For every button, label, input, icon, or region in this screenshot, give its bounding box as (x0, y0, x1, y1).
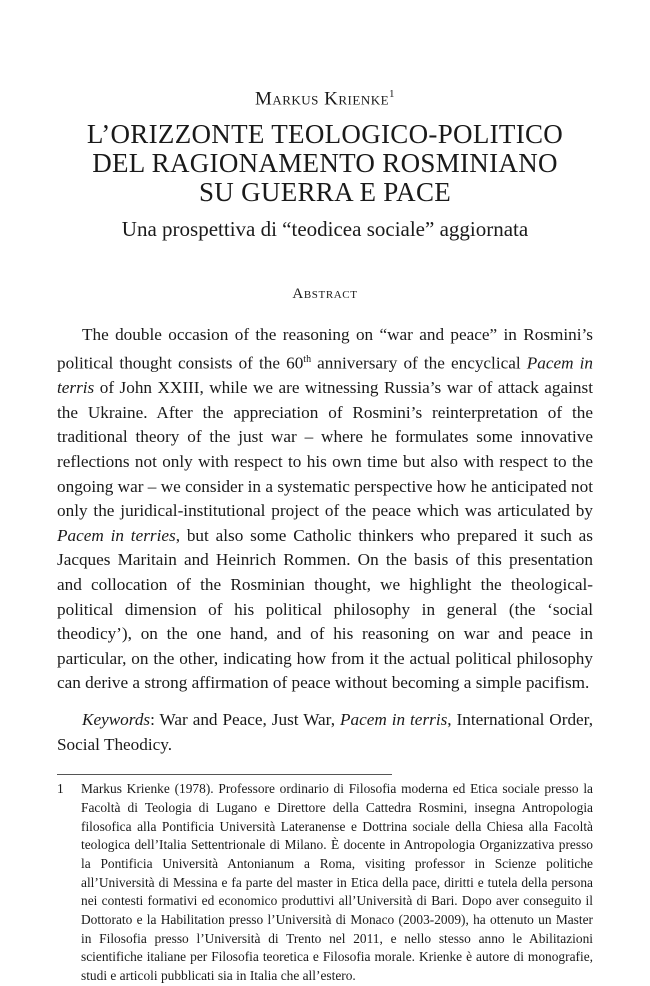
footnote-number: 1 (57, 781, 64, 797)
title-line-2: DEL RAGIONAMENTO ROSMINIANO (92, 148, 558, 179)
abstract-text-1: The double occasion of the reasoning on “war and peace” in Rosmini’s political thought consists of the 60 (57, 325, 593, 373)
article-title (57, 120, 593, 207)
footnote (57, 780, 593, 986)
abstract-heading: Abstract (292, 286, 358, 303)
abstract-italic-2: Pacem in terries (57, 525, 176, 545)
abstract-text-3: of John XXIII, while we are witnessing Russia’s war of attack against the Ukraine. After the appreciation of Rosmini’s reinterpretation of the traditional theory of the just war – where he formulates some innovative reflections not only with respect to his own time but also with respect to the ongoing war – we consider in a systematic perspective how he anticipated not only the juridical-institutional project of the peace which was articulated by (57, 378, 593, 521)
keywords-paragraph (57, 708, 593, 757)
keywords-italic: Pacem in terris (339, 709, 448, 729)
footnote-text: Markus Krienke (1978). Professore ordinario di Filosofia moderna ed Etica sociale presso la Facoltà di Teologia di Lugano e Direttore della Cattedra Rosmini, insegna Antropologia filosofica alla Pontificia Università Lateranense e Dottrina sociale della Chiesa alla Facoltà teologica dell’Italia Settentrionale di Milano. È docente in Antropologia Organizzativa presso la Pontificia Università Antonianum a Roma, visiting professor in Scienze politiche all’Università di Messina e fa parte del master in Etica della pace, diritti e tutela della persona nei contesti formativi ed economico produttivi all’Università di Bari. Dopo aver conseguito il Dottorato e la Habilitation presso l’Università di Monaco (2003-2009), ha ottenuto un Master in Filosofia presso l’Università di Trento nel 2011, e nello stesso anno le Abilitazioni scientifiche italiane per Filosofia teoretica e Filosofia morale. Krienke è autore di monografie, studi e articoli pubblicati sia in Italia che all’estero. (81, 781, 593, 984)
author-name (57, 88, 593, 110)
footnote-divider (57, 774, 392, 775)
author-name-text: Markus Krienke (254, 88, 390, 110)
abstract-superscript: th (303, 353, 312, 365)
keywords-text-1: : War and Peace, Just War, (150, 709, 340, 729)
author-footnote-mark[interactable]: 1 (389, 88, 396, 100)
abstract-text-2: anniversary of the encyclical (311, 353, 527, 373)
keywords-text-2: , International Order, Social Theodicy. (57, 709, 593, 754)
abstract-italic-1: Pacem in terris (57, 353, 593, 398)
keywords-label: Keywords (82, 709, 151, 729)
abstract-text-4: , but also some Catholic thinkers who prepared it such as Jacques Maritain and Heinrich Rommen. On the basis of this presentation and collocation of the Rosminian thought, we highlight the theological-political dimension of his political philosophy in general (the ‘social theodicy’), on the one hand, and of his reasoning on war and peace in particular, on the other, indicating how from it the actual political philosophy can derive a strong affirmation of peace without becoming a simple pacifism. (57, 525, 593, 693)
abstract-paragraph (57, 323, 593, 696)
title-line-3: SU GUERRA E PACE (198, 177, 452, 208)
title-line-1: L’ORIZZONTE TEOLOGICO-POLITICO (86, 119, 564, 150)
article-subtitle: Una prospettiva di “teodicea sociale” aggiornata (121, 217, 529, 242)
